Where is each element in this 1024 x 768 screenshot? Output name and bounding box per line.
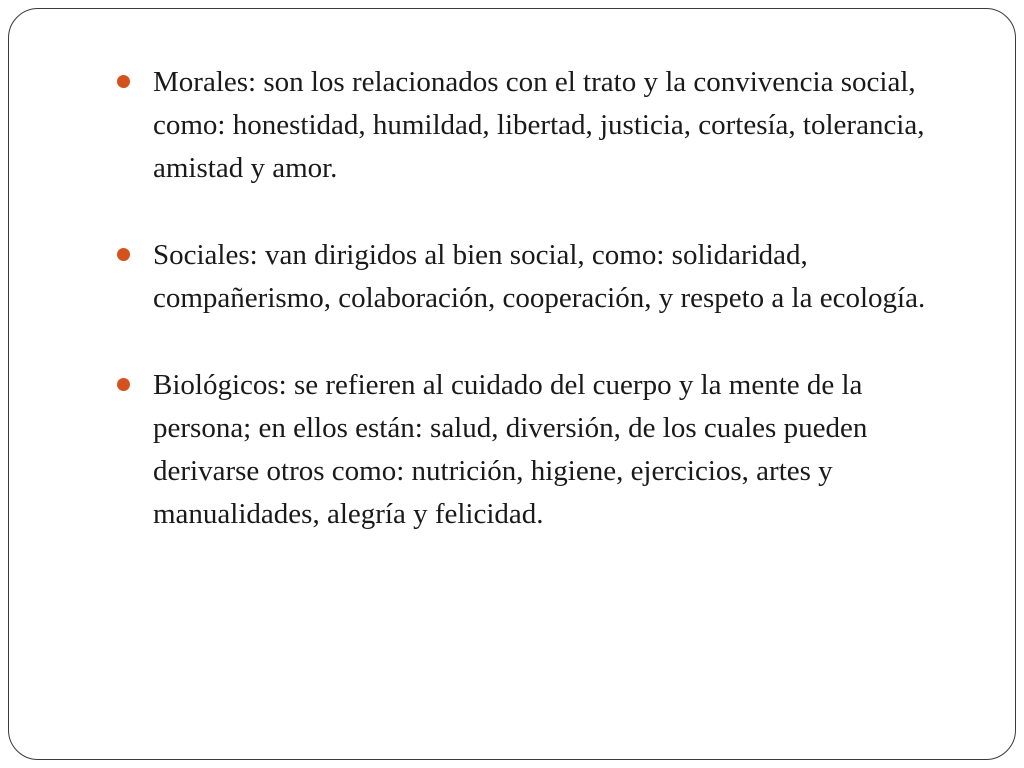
bullet-text-sociales: Sociales: van dirigidos al bien social, como: solidaridad, compañerismo, colaboración, cooperación, y respeto a la ecología. xyxy=(153,239,926,314)
bullet-dot-icon xyxy=(117,75,130,88)
bullet-text-biologicos: Biológicos: se refieren al cuidado del cuerpo y la mente de la persona; en ellos están: salud, diversión, de los cuales pueden derivarse otros como: nutrición, higiene, ejercicios, artes y manualidades, alegría y felicidad. xyxy=(153,369,868,530)
bullet-dot-icon xyxy=(117,378,130,391)
bullet-list xyxy=(117,61,947,536)
bullet-item-biologicos xyxy=(117,364,947,536)
bullet-dot-icon xyxy=(117,248,130,261)
slide-frame xyxy=(8,8,1016,760)
bullet-item-morales xyxy=(117,61,947,190)
bullet-text-morales: Morales: son los relacionados con el trato y la convivencia social, como: honestidad, humildad, libertad, justicia, cortesía, tolerancia, amistad y amor. xyxy=(153,66,925,184)
bullet-item-sociales xyxy=(117,234,947,320)
